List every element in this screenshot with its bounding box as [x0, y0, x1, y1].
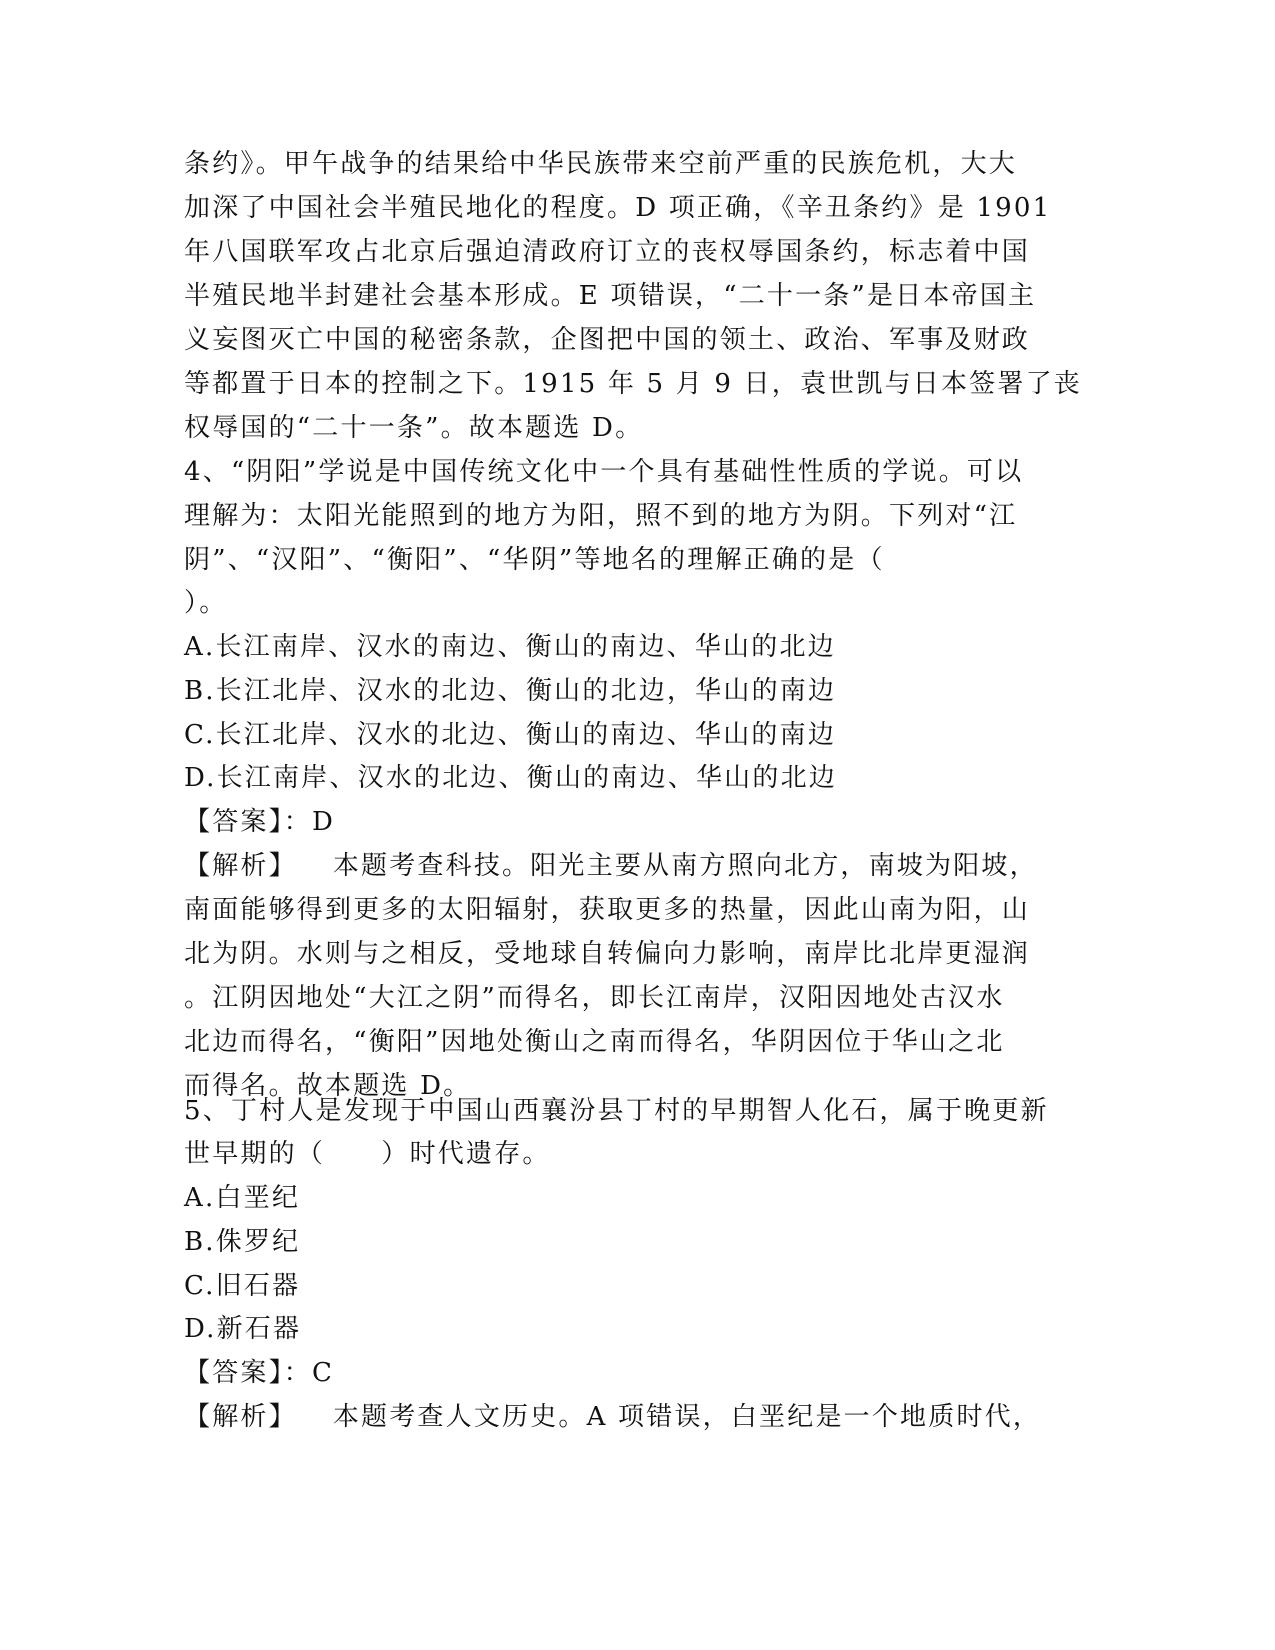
question-4 [184, 450, 1084, 1108]
answer-line [184, 1352, 1084, 1396]
option-d: D.新石器 [184, 1314, 302, 1344]
question-stem-line: 世早期的（ ）时代遗存。 [184, 1139, 551, 1169]
text-line: 半殖民地半封建社会基本形成。E 项错误，“二十一条”是日本帝国主 [184, 281, 1037, 311]
question-stem-line: ）。 [184, 588, 228, 618]
text-line: 加深了中国社会半殖民地化的程度。D 项正确，《辛丑条约》是 1901 [184, 193, 1052, 223]
analysis-text: 本题考查科技。阳光主要从南方照向北方，南坡为阳坡， [332, 851, 1038, 881]
option-a: A.白垩纪 [184, 1182, 301, 1213]
previous-analysis-continuation [184, 142, 1084, 450]
analysis-line [184, 844, 1084, 888]
analysis-line: 北边而得名，“衡阳”因地处衡山之南而得名，华阴因位于华山之北 [184, 1027, 1005, 1057]
option-c: C.旧石器 [184, 1271, 301, 1301]
analysis-label: 【解析】 [184, 851, 297, 881]
text-line: 等都置于日本的控制之下。1915 年 5 月 9 日，袁世凯与日本签署了丧 [184, 369, 1082, 399]
question-stem-line: 5、丁村人是发现于中国山西襄汾县丁村的早期智人化石，属于晚更新 [184, 1096, 1049, 1126]
option-a: A.长江南岸、汉水的南边、衡山的南边、华山的北边 [184, 631, 836, 662]
option-b: B.侏罗纪 [184, 1227, 301, 1257]
answer-value: C [312, 1357, 335, 1388]
text-line: 义妄图灭亡中国的秘密条款，企图把中国的领土、政治、军事及财政 [184, 325, 1031, 355]
answer-label: 【答案】： [184, 1357, 313, 1388]
analysis-line: 南面能够得到更多的太阳辐射，获取更多的热量，因此山南为阳，山 [184, 895, 1031, 925]
analysis-line [184, 1395, 1084, 1439]
answer-label: 【答案】： [184, 806, 313, 837]
answer-value: D [312, 806, 336, 837]
question-stem-line: 理解为：太阳光能照到的地方为阳，照不到的地方为阴。下列对“江 [184, 501, 1018, 531]
analysis-text: 本题考查人文历史。A 项错误，白垩纪是一个地质时代， [332, 1402, 1042, 1432]
question-stem-line: 阴”、“汉阳”、“衡阳”、“华阴”等地名的理解正确的是（ [184, 545, 885, 575]
analysis-label: 【解析】 [184, 1402, 297, 1432]
question-stem-line: 4、“阴阳”学说是中国传统文化中一个具有基础性性质的学说。可以 [184, 457, 1024, 487]
analysis-line: 。江阴因地处“大江之阴”而得名，即长江南岸，汉阳因地处古汉水 [184, 983, 1005, 1013]
text-line: 条约》。甲午战争的结果给中华民族带来空前严重的民族危机，大大 [184, 149, 1018, 179]
analysis-line: 而得名。故本题选 D。 [184, 1071, 472, 1101]
answer-line [184, 801, 1084, 845]
text-line: 权辱国的“二十一条”。故本题选 D。 [184, 413, 644, 443]
option-b: B.长江北岸、汉水的北边、衡山的北边，华山的南边 [184, 676, 837, 706]
option-c: C.长江北岸、汉水的北边、衡山的南边、华山的南边 [184, 720, 837, 750]
text-line: 年八国联军攻占北京后强迫清政府订立的丧权辱国条约，标志着中国 [184, 237, 1031, 267]
option-d: D.长江南岸、汉水的北边、衡山的南边、华山的北边 [184, 763, 837, 793]
analysis-line: 北为阴。水则与之相反，受地球自转偏向力影响，南岸比北岸更湿润 [184, 939, 1031, 969]
question-5 [184, 1089, 1084, 1439]
